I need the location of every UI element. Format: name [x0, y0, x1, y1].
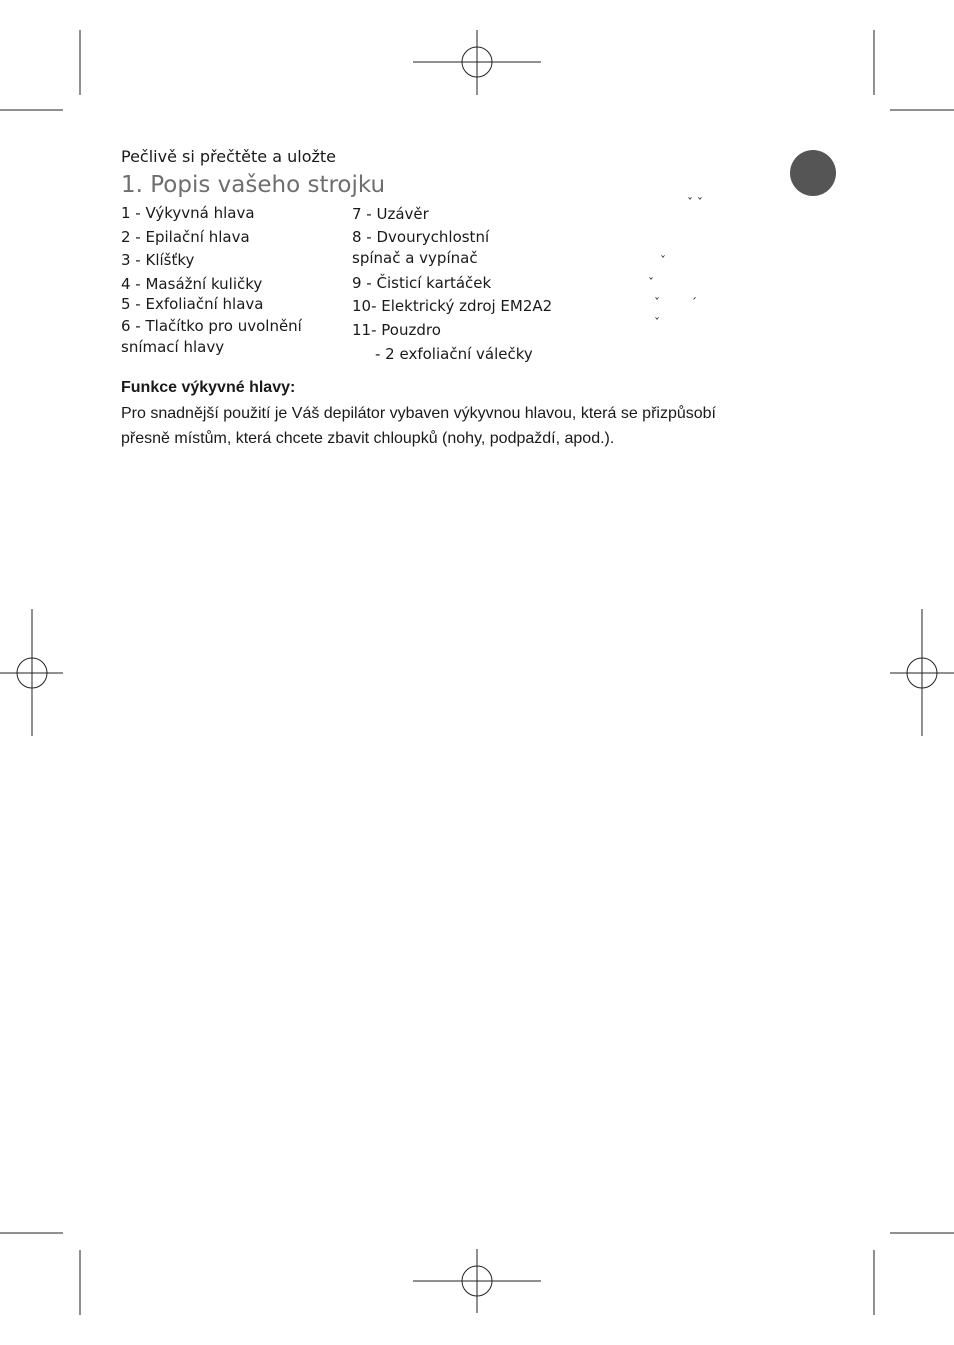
stray-mark: ˇ ˇ: [687, 196, 703, 210]
intro-text: Pečlivě si přečtěte a uložte: [121, 147, 336, 166]
part-item: 3 - Klíšťky: [121, 251, 195, 269]
part-item: 9 - Čisticí kartáček: [352, 274, 492, 292]
stray-mark: ˇ: [660, 254, 666, 268]
part-item: 10- Elektrický zdroj EM2A2: [352, 297, 553, 315]
subheading: Funkce výkyvné hlavy:: [121, 379, 296, 396]
part-item: spínač a vypínač: [352, 249, 478, 267]
page-badge-circle: [790, 150, 836, 196]
paragraph-line: Pro snadnější použití je Váš depilátor vybaven výkyvnou hlavou, která se přizpůsobí: [121, 405, 716, 422]
stray-mark: ˇ: [654, 316, 660, 330]
part-item: 8 - Dvourychlostní: [352, 228, 490, 246]
part-item: 2 - Epilační hlava: [121, 228, 250, 246]
paragraph-line: přesně místům, která chcete zbavit chloupků (nohy, podpaždí, apod.).: [121, 430, 615, 447]
part-item: - 2 exfoliační válečky: [375, 345, 533, 363]
part-item: snímací hlavy: [121, 338, 225, 356]
part-item: 1 - Výkyvná hlava: [121, 204, 255, 222]
part-item: 6 - Tlačítko pro uvolnění: [121, 317, 302, 335]
section-title: 1. Popis vašeho strojku: [121, 172, 386, 198]
part-item: 4 - Masážní kuličky: [121, 275, 263, 293]
part-item: 5 - Exfoliační hlava: [121, 295, 264, 313]
part-item: 11- Pouzdro: [352, 321, 441, 339]
stray-mark: ´: [691, 296, 697, 310]
stray-mark: ˇ: [654, 296, 660, 310]
stray-mark: ˇ: [648, 276, 654, 290]
part-item: 7 - Uzávěr: [352, 205, 429, 223]
